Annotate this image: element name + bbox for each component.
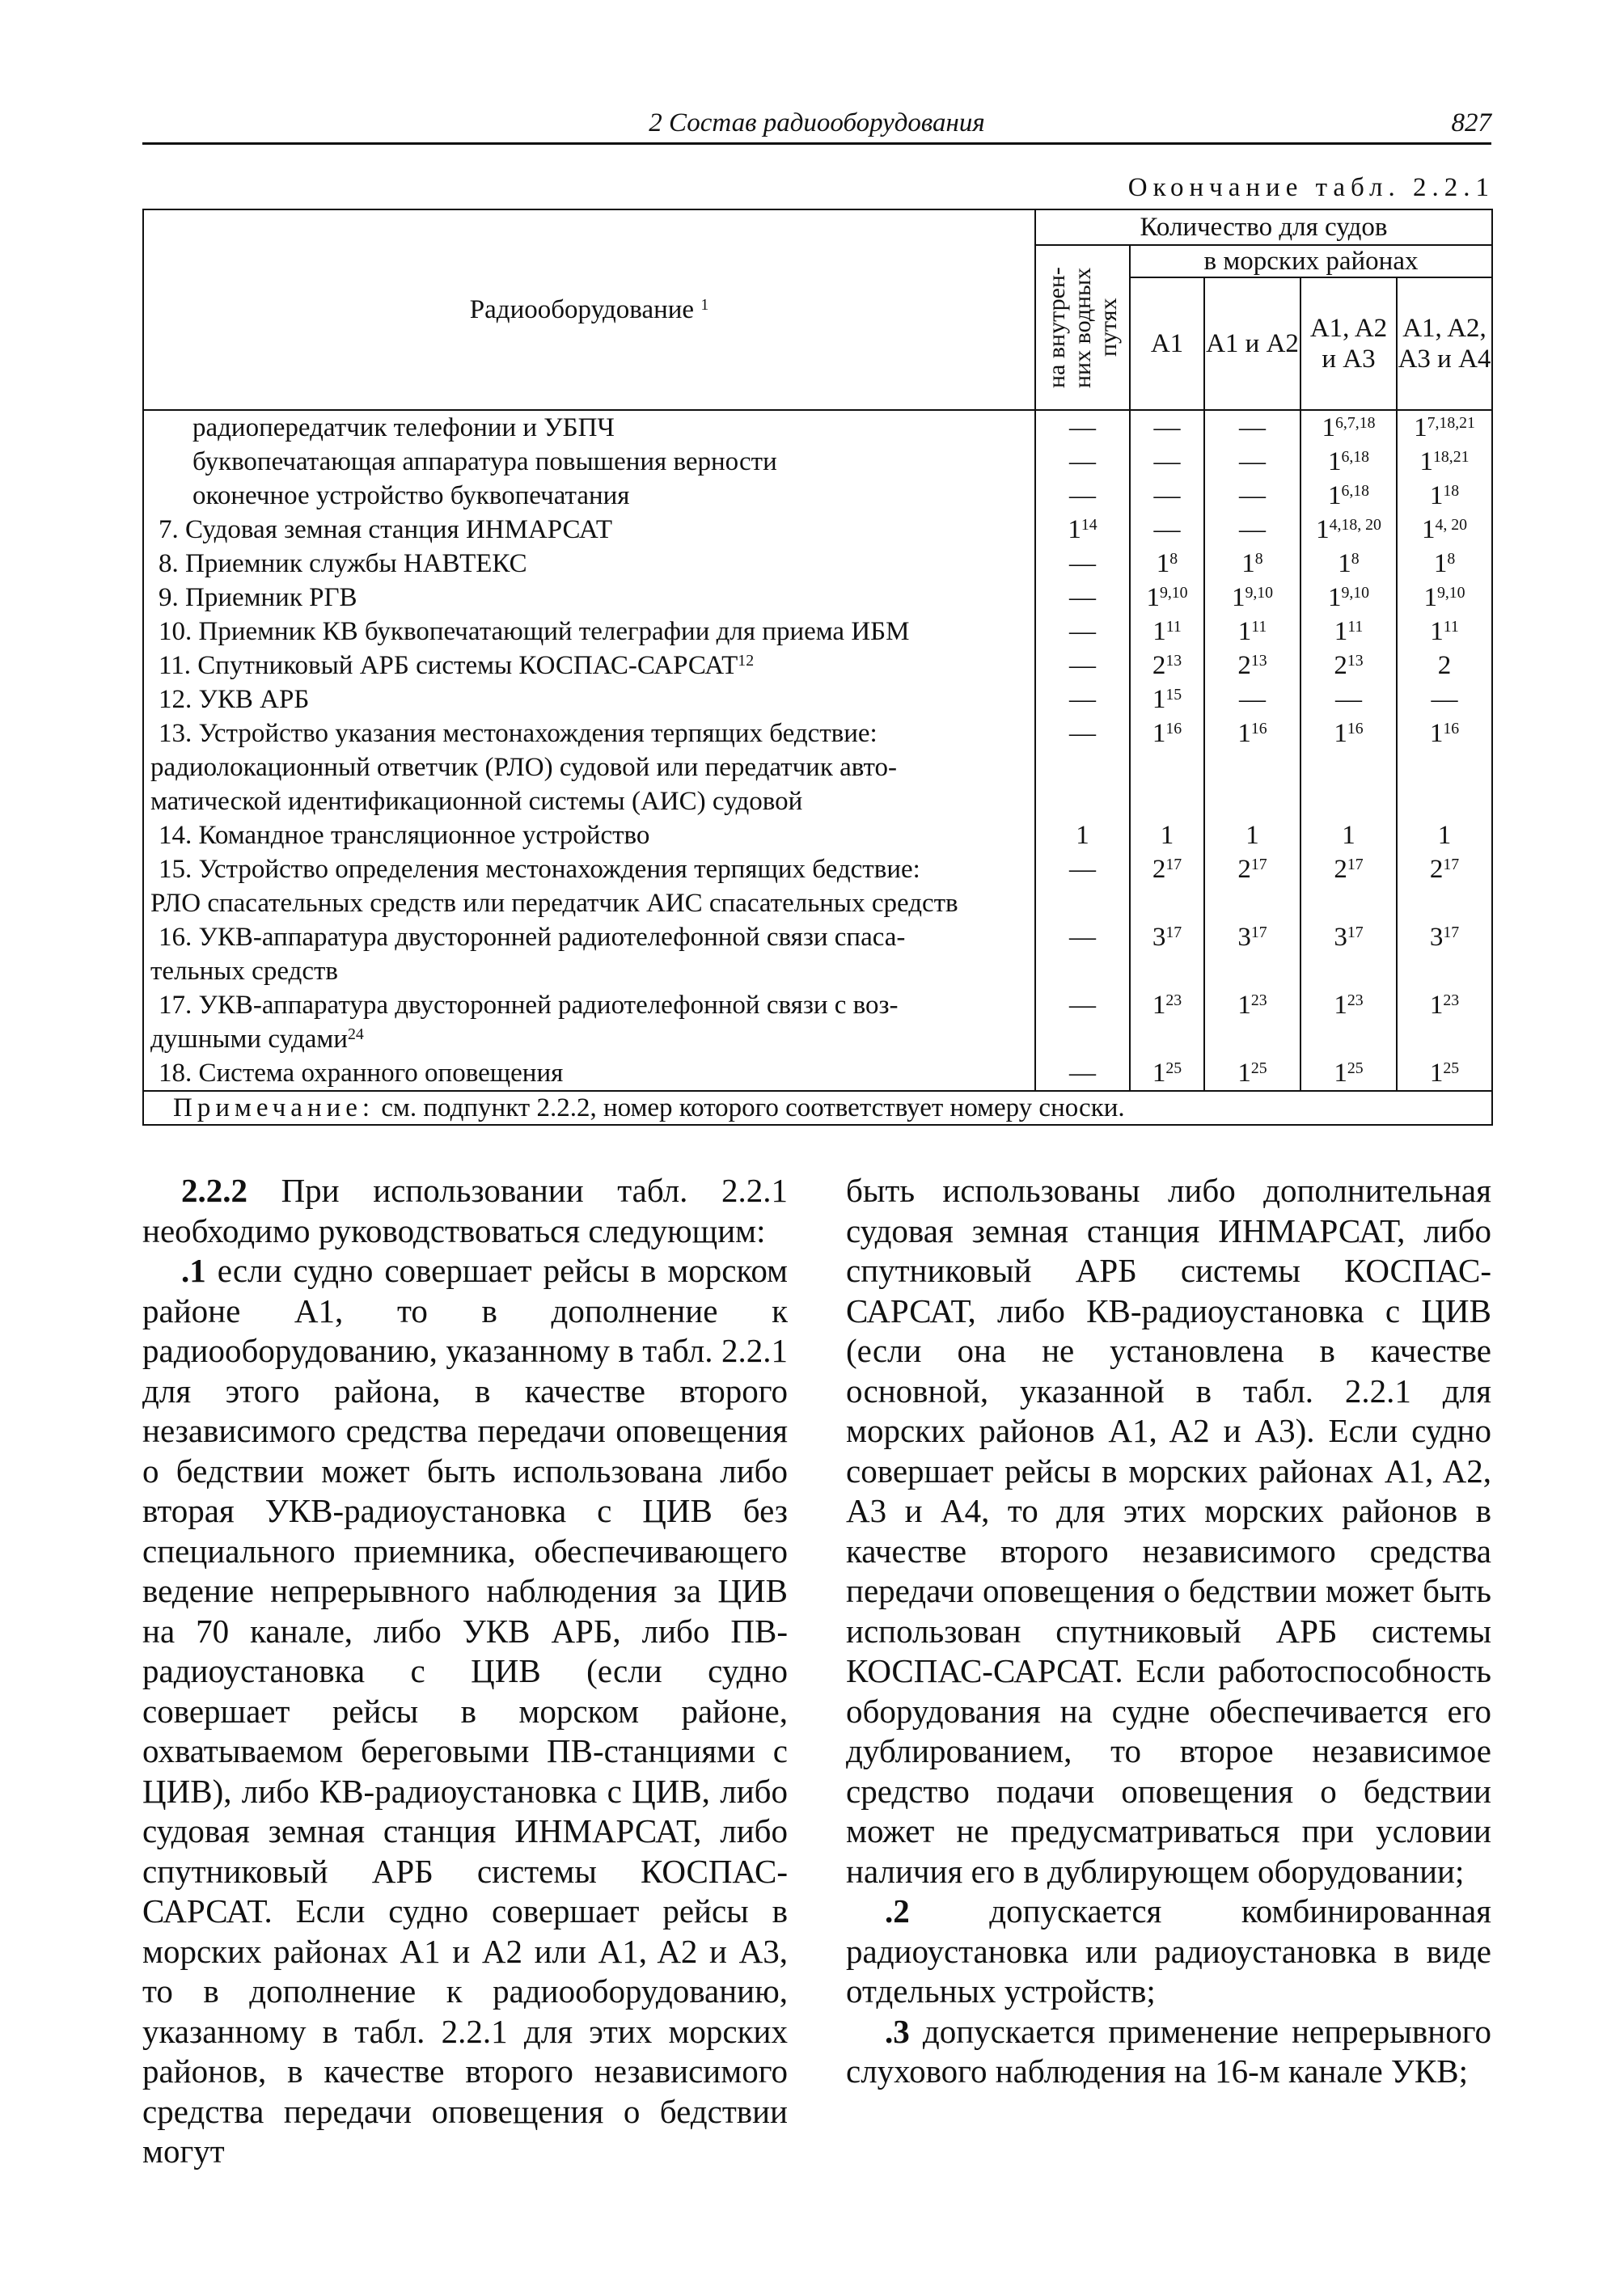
equipment-name: 10. Приемник КВ буквопечатающий телеграфии для приема ИБМ <box>143 615 1035 649</box>
quantity-cell: — <box>1035 445 1130 479</box>
quantity-cell: $1^{16}$ <box>1300 716 1397 818</box>
equipment-name: 14. Командное трансляционное устройство <box>143 818 1035 852</box>
quantity-cell: — <box>1035 683 1130 716</box>
quantity-cell: $1^{25}$ <box>1130 1056 1204 1091</box>
table-row <box>143 1056 1492 1091</box>
running-header <box>142 104 1491 145</box>
text-column-right <box>846 1171 1491 2092</box>
quantity-cell: $3^{17}$ <box>1397 920 1492 988</box>
equipment-name: 15. Устройство определения местонахождения терпящих бедствие: РЛО спасательных средств или передатчик АИС спасательных средств <box>143 852 1035 920</box>
paragraph-item-1: .1 если судно совершает рейсы в морском районе A1, то в дополнение к радиооборудованию, указанному в табл. 2.2.1 для этого района, в качестве второго независимого средства передачи оповещения о бедствии может быть использована либо вторая УКВ-радиоустановка с ЦИВ без специального приемника, обеспечивающего ведение непрерывного наблюдения за ЦИВ на 70 канале, либо УКВ АРБ, либо ПВ-радиоустановка с ЦИВ (если судно совершает рейсы в морском районе, охватываемом береговыми ПВ-станциями с ЦИВ), либо КВ-радиоустановка с ЦИВ, либо судовая земная станция ИНМАРСАТ, либо спутниковый АРБ системы КОСПАС-САРСАТ. Если судно совершает рейсы в морских районах A1 и A2 или A1, A2 и A3, то в дополнение к радиооборудованию, указанному в табл. 2.2.1 для этих морских районов, в качестве второго независимого средства передачи оповещения о бедствии могут <box>142 1252 788 2170</box>
quantity-cell: $1^{25}$ <box>1204 1056 1300 1091</box>
table-row <box>143 615 1492 649</box>
quantity-cell: $1^8$ <box>1204 547 1300 581</box>
quantity-cell: 1$^{9,10}$ <box>1397 581 1492 615</box>
quantity-cell: $1^{16}$ <box>1130 716 1204 818</box>
table-caption: Окончание табл. 2.2.1 <box>1127 173 1495 202</box>
quantity-cell: $1^8$ <box>1397 547 1492 581</box>
table-row <box>143 649 1492 683</box>
page-number: 827 <box>1451 108 1491 137</box>
quantity-cell: $2^{17}$ <box>1204 852 1300 920</box>
quantity-cell: — <box>1397 683 1492 716</box>
quantity-cell: $1^{23}$ <box>1130 988 1204 1056</box>
equipment-name: радиопередатчик телефонии и УБПЧ <box>143 410 1035 445</box>
quantity-cell: 1$^{4,18, 20}$ <box>1300 513 1397 547</box>
equipment-name: 12. УКВ АРБ <box>143 683 1035 716</box>
table-row <box>143 410 1492 445</box>
quantity-cell: — <box>1300 683 1397 716</box>
header-a1-a2: A1 и A2 <box>1204 277 1300 410</box>
quantity-cell: $1^{16}$ <box>1204 716 1300 818</box>
quantity-cell: $1^{11}$ <box>1204 615 1300 649</box>
paragraph-item-1-continued: быть использованы либо дополнительная судовая земная станция ИНМАРСАТ, либо спутниковый АРБ системы КОСПАС-САРСАТ, либо КВ-радиоустановка с ЦИВ (если она не установлена в качестве основной, указанной в табл. 2.2.1 для морских районов A1, A2 и A3). Если судно совершает рейсы в морских районах A1, A2, A3 и A4, то для этих морских районов в качестве второго независимого средства передачи оповещения о бедствии может быть использован спутниковый АРБ системы КОСПАС-САРСАТ. Если работоспособность оборудования на судне обеспечивается его дублированием, то второе независимое средство подачи оповещения о бедствии может не предусматриваться при условии наличия его в дублирующем оборудовании; <box>846 1172 1491 1890</box>
quantity-cell: 1$^{18,21}$ <box>1397 445 1492 479</box>
header-sea-areas: в морских районах <box>1130 245 1492 277</box>
quantity-cell: — <box>1204 683 1300 716</box>
quantity-cell: — <box>1130 479 1204 513</box>
quantity-cell: $3^{17}$ <box>1204 920 1300 988</box>
quantity-cell: $1^{14}$ <box>1035 513 1130 547</box>
quantity-cell: 1 <box>1300 818 1397 852</box>
equipment-name: буквопечатающая аппаратура повышения верности <box>143 445 1035 479</box>
quantity-cell: $1^{25}$ <box>1300 1056 1397 1091</box>
quantity-cell: — <box>1130 410 1204 445</box>
quantity-cell: $2^{13}$ <box>1204 649 1300 683</box>
quantity-cell: $1^{18}$ <box>1397 479 1492 513</box>
quantity-cell: — <box>1035 410 1130 445</box>
quantity-cell: $2^{17}$ <box>1130 852 1204 920</box>
table-row <box>143 513 1492 547</box>
paragraph-item-2: .2 допускается комбинированная радиоустановка или радиоустановка в виде отдельных устройств; <box>846 1892 1491 2010</box>
table-row <box>143 445 1492 479</box>
quantity-cell: $1^{11}$ <box>1130 615 1204 649</box>
paragraph-item-3: .3 допускается применение непрерывного слухового наблюдения на 16-м канале УКВ; <box>846 2012 1491 2090</box>
equipment-name: 13. Устройство указания местонахождения терпящих бедствие: радиолокационный ответчик (РЛО) судовой или передатчик авто- матической идентификационной системы (АИС) судовой <box>143 716 1035 818</box>
header-title: 2 Состав радиооборудования <box>649 108 985 137</box>
quantity-cell: — <box>1204 479 1300 513</box>
table-row <box>143 988 1492 1056</box>
quantity-cell: — <box>1130 445 1204 479</box>
equipment-name: 9. Приемник РГВ <box>143 581 1035 615</box>
quantity-cell: $1^{11}$ <box>1300 615 1397 649</box>
equipment-name: 16. УКВ-аппаратура двусторонней радиотелефонной связи спаса- тельных средств <box>143 920 1035 988</box>
radio-equipment-table <box>142 209 1493 1126</box>
quantity-cell: $1^{23}$ <box>1397 988 1492 1056</box>
quantity-cell: $2^{13}$ <box>1300 649 1397 683</box>
quantity-cell: — <box>1035 649 1130 683</box>
quantity-cell: $1^{15}$ <box>1130 683 1204 716</box>
quantity-cell: 2 <box>1397 649 1492 683</box>
table-row <box>143 581 1492 615</box>
quantity-cell: $1^{16}$ <box>1397 716 1492 818</box>
equipment-name: 7. Судовая земная станция ИНМАРСАТ <box>143 513 1035 547</box>
header-a1: A1 <box>1130 277 1204 410</box>
paragraph-2-2-2: 2.2.2 При использовании табл. 2.2.1 необходимо руководствоваться следующим: <box>142 1172 788 1249</box>
table-note: Примечание: см. подпункт 2.2.2, номер которого соответствует номеру сноски. <box>143 1091 1492 1125</box>
quantity-cell: 1 <box>1204 818 1300 852</box>
quantity-cell: — <box>1035 716 1130 818</box>
quantity-cell: $1^8$ <box>1300 547 1397 581</box>
quantity-cell: — <box>1035 547 1130 581</box>
header-a1-a2-a3: A1, A2 и A3 <box>1300 277 1397 410</box>
equipment-name: 8. Приемник службы НАВТЕКС <box>143 547 1035 581</box>
quantity-cell: $2^{17}$ <box>1397 852 1492 920</box>
quantity-cell: $1^{23}$ <box>1204 988 1300 1056</box>
table-row <box>143 479 1492 513</box>
quantity-cell: 1 <box>1035 818 1130 852</box>
quantity-cell: 1 <box>1397 818 1492 852</box>
quantity-cell: $2^{17}$ <box>1300 852 1397 920</box>
quantity-cell: 1$^{9,10}$ <box>1300 581 1397 615</box>
quantity-cell: — <box>1035 1056 1130 1091</box>
table-row <box>143 683 1492 716</box>
table-row <box>143 716 1492 818</box>
quantity-cell: $3^{17}$ <box>1300 920 1397 988</box>
quantity-cell: 1$^{9,10}$ <box>1130 581 1204 615</box>
quantity-cell: $1^8$ <box>1130 547 1204 581</box>
quantity-cell: 1$^{9,10}$ <box>1204 581 1300 615</box>
quantity-cell: $1^{23}$ <box>1300 988 1397 1056</box>
quantity-cell: 1$^{6,18}$ <box>1300 445 1397 479</box>
text-column-left <box>142 1171 788 2172</box>
quantity-cell: — <box>1035 479 1130 513</box>
equipment-name: 18. Система охранного оповещения <box>143 1056 1035 1091</box>
quantity-cell: 1$^{6,18}$ <box>1300 479 1397 513</box>
table-row <box>143 852 1492 920</box>
quantity-cell: — <box>1035 920 1130 988</box>
quantity-cell: 1 <box>1130 818 1204 852</box>
quantity-cell: — <box>1035 581 1130 615</box>
equipment-name: 11. Спутниковый АРБ системы КОСПАС-САРСАТ$^{12}$ <box>143 649 1035 683</box>
quantity-cell: — <box>1035 615 1130 649</box>
table-row <box>143 547 1492 581</box>
quantity-cell: 1$^{7,18,21}$ <box>1397 410 1492 445</box>
header-a1-a4: A1, A2, A3 и A4 <box>1397 277 1492 410</box>
equipment-name: 17. УКВ-аппаратура двусторонней радиотелефонной связи с воз- душными судами$^{24}$ <box>143 988 1035 1056</box>
quantity-cell: — <box>1130 513 1204 547</box>
quantity-cell: $1^{11}$ <box>1397 615 1492 649</box>
quantity-cell: 1$^{6,7,18}$ <box>1300 410 1397 445</box>
table-row <box>143 920 1492 988</box>
equipment-name: оконечное устройство буквопечатания <box>143 479 1035 513</box>
quantity-cell: — <box>1035 988 1130 1056</box>
quantity-cell: — <box>1204 410 1300 445</box>
quantity-cell: $3^{17}$ <box>1130 920 1204 988</box>
header-equipment: Радиооборудование $^1$ <box>143 209 1035 410</box>
quantity-cell: $2^{13}$ <box>1130 649 1204 683</box>
table-row <box>143 818 1492 852</box>
header-quantity: Количество для судов <box>1035 209 1492 245</box>
quantity-cell: $1^{25}$ <box>1397 1056 1492 1091</box>
quantity-cell: — <box>1204 513 1300 547</box>
quantity-cell: — <box>1035 852 1130 920</box>
header-inland: на внутрен-них водных путях <box>1035 245 1130 410</box>
quantity-cell: — <box>1204 445 1300 479</box>
quantity-cell: 1$^{4, 20}$ <box>1397 513 1492 547</box>
